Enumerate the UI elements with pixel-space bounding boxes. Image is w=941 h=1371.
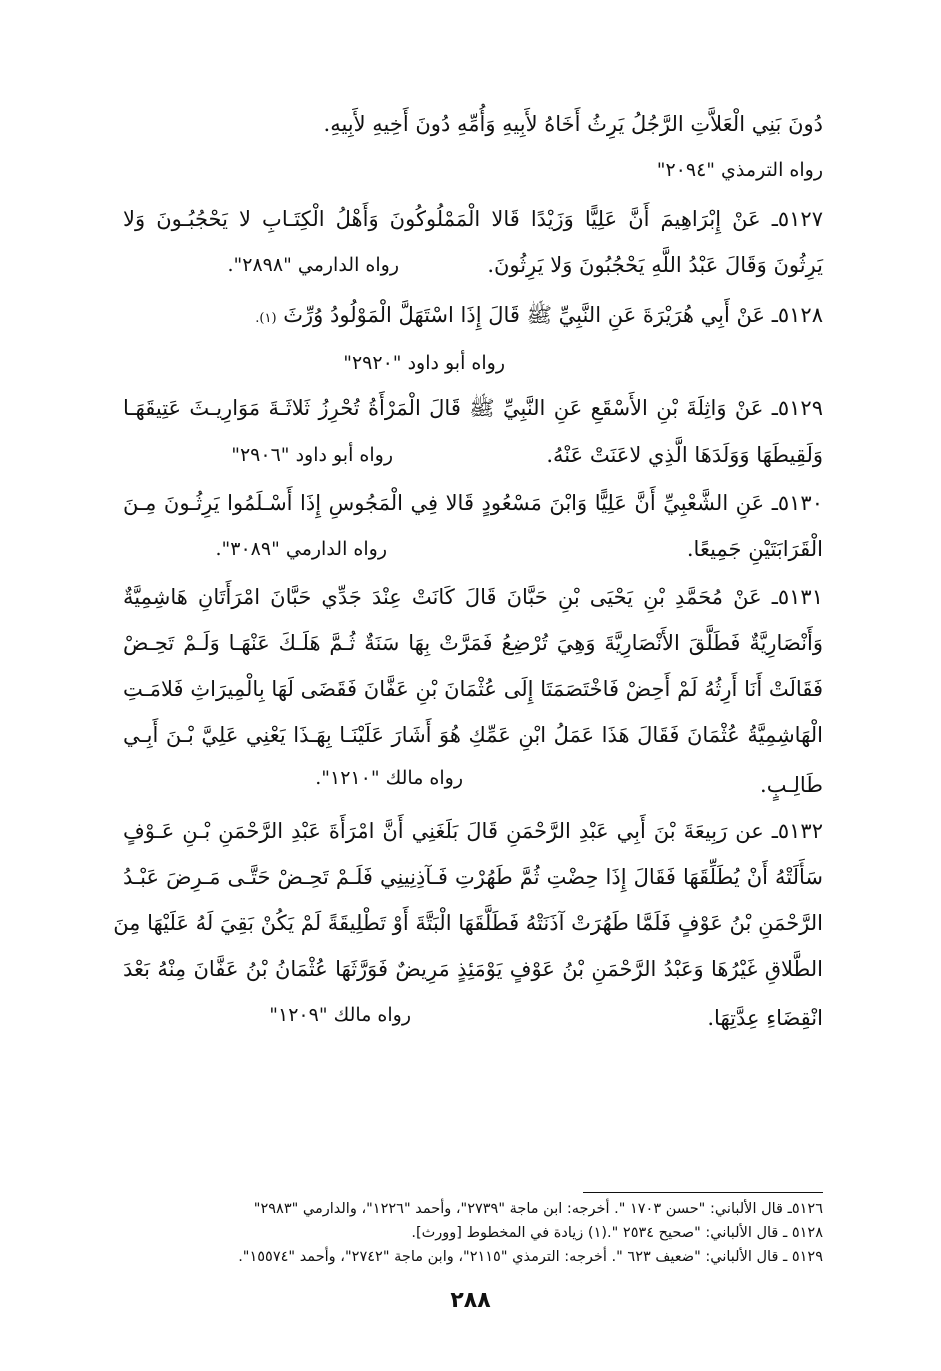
footnote-5129: ٥١٢٩ ـ قال الألباني: "ضعيف ٦٢٣ ". أخرجه: الترمذي "٢١١٥"، وابن ماجة "٢٧٤٢"، وأحمد "١٥٥٧٤". xyxy=(238,1249,823,1265)
reference-tirmidhi-2094: رواه الترمذي "٢٠٩٤" xyxy=(656,159,823,181)
hadith-5131-line-3: فَقَالَتْ أَنَا أَرِثُهُ لَمْ أَحِضْ فَاخْتَصَمَتَا إِلَى عُثْمَانَ بْنِ عَفَّانَ فَقَضَى لَهَا بِالْمِيرَاثِ فَلامَـتِ xyxy=(123,677,823,701)
footnote-separator xyxy=(583,1192,823,1193)
reference-malik-1209: رواه مالك "١٢٠٩" xyxy=(269,1004,411,1026)
text-line: دُونَ بَنِي الْعَلاَّتِ الرَّجُلُ يَرِثُ أَخَاهُ لأَبِيهِ وَأُمِّهِ دُونَ أَخِيهِ لأَبِيهِ. xyxy=(323,112,823,136)
hadith-5130-line-2: الْقَرَابَتَيْنِ جَمِيعًا. xyxy=(686,537,823,561)
hadith-5132-line-3: الرَّحْمَنِ بْنُ عَوْفٍ فَلَمَّا طَهُرَتْ آذَنَتْهُ فَطَلَّقَهَا الْبَتَّةَ أَوْ تَطْلِيقَةً لَمْ يَكُنْ بَقِيَ لَهُ عَلَيْهَا مِنَ xyxy=(113,911,823,935)
hadith-5131-line-2: وَأَنْصَارِيَّةٌ فَطَلَّقَ الأَنْصَارِيَّةَ وَهِيَ تُرْضِعُ فَمَرَّتْ بِهَا سَنَةٌ ثُـمَّ هَلَـكَ عَنْهَـا وَلَـمْ تَحِـضْ xyxy=(123,631,823,655)
hadith-5132-line-4: الطَّلاقِ غَيْرُهَا وَعَبْدُ الرَّحْمَنِ بْنُ عَوْفٍ يَوْمَئِذٍ مَرِيضٌ فَوَرَّثَهَا عُثْمَانُ بْنُ عَفَّانَ مِنْهُ بَعْدَ xyxy=(123,957,823,981)
reference-abu-dawud-2906: رواه أبو داود "٢٩٠٦" xyxy=(231,444,393,466)
hadith-5131-line-1: ٥١٣١ـ عَنْ مُحَمَّدِ بْنِ يَحْيَى بْنِ حَبَّانَ قَالَ كَانَتْ عِنْدَ جَدِّي حَبَّانَ امْرَأَتَانِ هَاشِمِيَّةٌ xyxy=(123,585,823,609)
hadith-5132-line-5: انْقِضَاءِ عِدَّتِهَا. xyxy=(707,1006,823,1030)
reference-darimi-2898: رواه الدارمي "٢٨٩٨". xyxy=(227,254,399,276)
hadith-5126-tail xyxy=(123,101,823,147)
footnote-5126: ٥١٢٦ـ قال الألباني: "حسن ١٧٠٣ ". أخرجه: ابن ماجة "٢٧٣٩"، وأحمد "١٢٢٦"، والدارمي "٢٩٨٣" xyxy=(253,1201,823,1217)
footnote-marker: (١). xyxy=(255,311,277,326)
footnote-5128: ٥١٢٨ ـ قال الألباني: "صحيح ٢٥٣٤ ".(١) زيادة في المخطوط [وورث]. xyxy=(411,1225,823,1241)
hadith-5132-line-1: ٥١٣٢ـ عن رَبِيعَةَ بْنَ أَبِي عَبْدِ الرَّحْمَنِ قَالَ بَلَغَنِي أَنَّ امْرَأَةَ عَبْدِ الرَّحْمَنِ بْـنِ عَـوْفٍ xyxy=(123,819,823,843)
hadith-5130-line-1: ٥١٣٠ـ عَنِ الشَّعْبِيِّ أَنَّ عَلِيًّا وَابْنَ مَسْعُودٍ قَالا فِي الْمَجُوسِ إِذَا أَسْـلَمُوا يَرِثُـونَ مِـنَ xyxy=(123,491,823,515)
reference-malik-1210: رواه مالك "١٢١٠". xyxy=(315,767,463,789)
page-number: ٢٨٨ xyxy=(450,1288,491,1313)
hadith-5131-line-5: طَالِـبٍ. xyxy=(760,773,823,797)
hadith-5127-line-2: يَرِثُونَ وَقَالَ عَبْدُ اللَّهِ يَحْجُبُونَ وَلا يَرِثُونَ. xyxy=(487,253,823,277)
hadith-5131-line-4: الْهَاشِمِيَّةُ عُثْمَانَ فَقَالَ هَذَا عَمَلُ ابْنِ عَمِّكِ هُوَ أَشَارَ عَلَيْنَـا بِهَـذَا يَعْنِي عَلِيَّ بْـنَ أَبِـي xyxy=(123,723,823,747)
reference-darimi-3089: رواه الدارمي "٣٠٨٩". xyxy=(215,538,387,560)
hadith-5127-line-1: ٥١٢٧ـ عَنْ إِبْرَاهِيمَ أَنَّ عَلِيًّا وَزَيْدًا قَالا الْمَمْلُوكُونَ وَأَهْلُ الْكِتَـابِ لا يَحْجُبُـونَ وَلا xyxy=(123,207,823,231)
hadith-5128-line-1: ٥١٢٨ـ عَنْ أَبِي هُرَيْرَةَ عَنِ النَّبِيِّ ﷺ قَالَ إِذَا اسْتَهَلَّ الْمَوْلُودُ وُرِّثَ (١). xyxy=(255,303,823,327)
hadith-5129-line-1: ٥١٢٩ـ عَنْ وَاثِلَةَ بْنِ الأَسْقَعِ عَنِ النَّبِيِّ ﷺ قَالَ الْمَرْأَةُ تُحْرِزُ ثَلاثَـةَ مَوَارِيـثَ عَتِيقَهَـا xyxy=(123,396,823,420)
hadith-5132-line-2: سَأَلَتْهُ أَنْ يُطَلِّقَهَا فَقَالَ إِذَا حِضْتِ ثُمَّ طَهُرْتِ فَـآذِنِينِي فَلَـمْ تَحِـضْ حَتَّـى مَـرِضَ عَبْـدُ xyxy=(123,865,823,889)
hadith-5129-line-2: وَلَقِيطَهَا وَوَلَدَهَا الَّذِي لاعَنَتْ عَنْهُ. xyxy=(546,443,823,467)
reference-abu-dawud-2920: رواه أبو داود "٢٩٢٠" xyxy=(343,352,505,374)
